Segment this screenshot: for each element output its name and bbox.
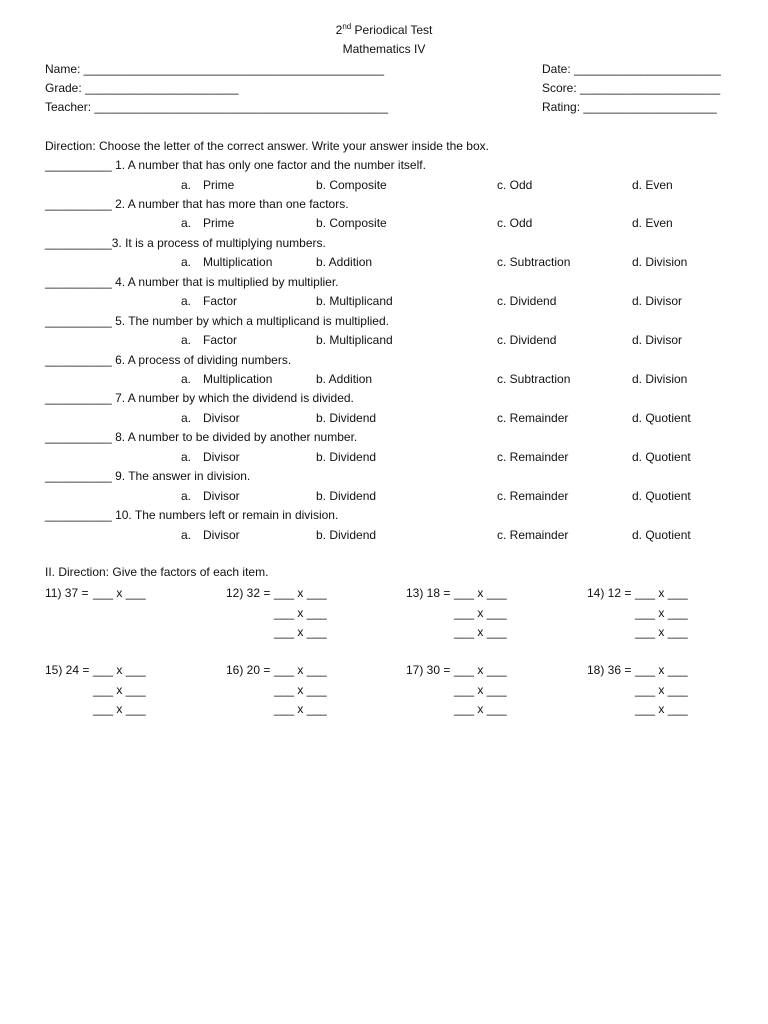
option-c: c. Subtraction [497, 372, 571, 386]
factor-item-label: 15) 24 = [45, 663, 90, 677]
factor-answer-line[interactable]: ___ x ___ [454, 586, 507, 600]
option-b: b. Addition [316, 372, 373, 386]
factor-answer-line[interactable]: ___ x ___ [274, 682, 327, 697]
score-field[interactable]: Score: _____________________ [542, 81, 721, 95]
factor-answer-line[interactable]: ___ x ___ [93, 682, 146, 697]
factor-item-label: 16) 20 = [226, 663, 271, 677]
factor-answer-line[interactable]: ___ x ___ [274, 605, 327, 620]
option-a: Prime [203, 177, 235, 192]
option-d: d. Quotient [632, 488, 691, 503]
option-a: Prime [203, 216, 235, 231]
option-d: d. Quotient [632, 527, 691, 542]
factor-answer-line[interactable]: ___ x ___ [454, 605, 507, 620]
option-a: Divisor [203, 488, 240, 503]
factor-item-label: 11) 37 = [45, 586, 89, 600]
date-field[interactable]: Date: ______________________ [542, 62, 721, 76]
option-b: b. Dividend [316, 449, 377, 464]
option-b: b. Composite [316, 216, 387, 231]
option-d: d. Even [632, 177, 673, 192]
option-a-letter: a. [181, 216, 192, 231]
option-d: d. Quotient [632, 449, 691, 464]
option-a-letter: a. [181, 410, 192, 425]
option-a: Divisor [203, 527, 240, 542]
factor-answer-line[interactable]: ___ x ___ [93, 663, 146, 677]
question-prompt[interactable]: __________ 7. A number by which the dividend is divided. [45, 391, 354, 406]
question-prompt[interactable]: __________ 1. A number that has only one factor and the number itself. [45, 158, 426, 172]
option-a-letter: a. [181, 527, 192, 542]
option-a: Divisor [203, 449, 240, 464]
option-b: b. Dividend [316, 527, 377, 542]
question-prompt[interactable]: __________ 8. A number to be divided by another number. [45, 430, 358, 445]
subject-title: Mathematics IV [342, 42, 426, 56]
factor-answer-line[interactable]: ___ x ___ [454, 702, 507, 716]
question-prompt[interactable]: __________ 5. The number by which a multiplicand is multiplied. [45, 313, 389, 328]
option-a: Factor [203, 333, 238, 348]
option-b: b. Multiplicand [316, 333, 393, 348]
option-c: c. Dividend [497, 333, 557, 348]
option-c: c. Dividend [497, 294, 557, 309]
question-prompt[interactable]: __________3. It is a process of multiplying numbers. [45, 235, 326, 250]
option-a-letter: a. [181, 449, 192, 464]
factor-answer-line[interactable]: ___ x ___ [274, 702, 327, 716]
option-a: Multiplication [203, 372, 273, 386]
option-d: d. Even [632, 216, 673, 231]
factor-item-label: 12) 32 = [226, 586, 271, 600]
option-b: b. Dividend [316, 488, 377, 503]
option-d: d. Divisor [632, 333, 683, 348]
factor-answer-line[interactable]: ___ x ___ [274, 586, 327, 600]
option-a: Factor [203, 294, 238, 309]
option-d: d. Quotient [632, 410, 691, 425]
option-b: b. Composite [316, 177, 387, 192]
factor-answer-line[interactable]: ___ x ___ [93, 702, 146, 716]
teacher-field[interactable]: Teacher: ____________________________________________ [45, 100, 389, 114]
name-field[interactable]: Name: _____________________________________________ [45, 62, 384, 76]
factor-answer-line[interactable]: ___ x ___ [454, 682, 507, 697]
option-c: c. Remainder [497, 527, 569, 542]
factor-answer-line[interactable]: ___ x ___ [274, 663, 327, 677]
factor-item-label: 18) 36 = [587, 663, 632, 677]
factor-item-label: 13) 18 = [406, 586, 451, 600]
option-a-letter: a. [181, 255, 192, 270]
option-d: d. Division [632, 372, 688, 386]
factor-answer-line[interactable]: ___ x ___ [454, 663, 507, 677]
option-a-letter: a. [181, 177, 192, 192]
title-rest: Periodical Test [351, 23, 433, 37]
option-a-letter: a. [181, 372, 192, 386]
factor-answer-line[interactable]: ___ x ___ [635, 663, 688, 677]
option-a-letter: a. [181, 294, 192, 309]
part1-direction: Direction: Choose the letter of the correct answer. Write your answer inside the box. [45, 139, 489, 153]
title-ordinal-suffix: nd [342, 22, 352, 31]
part2-direction: II. Direction: Give the factors of each item. [45, 565, 269, 579]
option-a-letter: a. [181, 488, 192, 503]
grade-field[interactable]: Grade: _______________________ [45, 81, 239, 95]
option-d: d. Divisor [632, 294, 683, 309]
option-c: c. Subtraction [497, 255, 571, 270]
title-ordinal-number: 2 [335, 23, 343, 37]
rating-field[interactable]: Rating: ____________________ [542, 100, 717, 114]
test-title [0, 24, 768, 36]
option-c: c. Odd [497, 216, 533, 231]
option-c: c. Remainder [497, 449, 569, 464]
factor-answer-line[interactable]: ___ x ___ [93, 586, 146, 600]
question-prompt[interactable]: __________ 4. A number that is multiplied by multiplier. [45, 274, 339, 289]
factor-answer-line[interactable]: ___ x ___ [454, 625, 507, 639]
option-c: c. Remainder [497, 410, 569, 425]
option-c: c. Odd [497, 177, 533, 192]
option-b: b. Dividend [316, 410, 377, 425]
factor-answer-line[interactable]: ___ x ___ [274, 625, 327, 639]
question-prompt[interactable]: __________ 6. A process of dividing numbers. [45, 352, 292, 367]
option-a: Multiplication [203, 255, 273, 270]
factor-answer-line[interactable]: ___ x ___ [635, 605, 688, 620]
option-b: b. Multiplicand [316, 294, 393, 309]
option-a-letter: a. [181, 333, 192, 348]
question-prompt[interactable]: __________ 2. A number that has more than one factors. [45, 196, 349, 211]
factor-item-label: 17) 30 = [406, 663, 451, 677]
factor-answer-line[interactable]: ___ x ___ [635, 586, 688, 600]
option-b: b. Addition [316, 255, 373, 270]
option-a: Divisor [203, 410, 240, 425]
factor-item-label: 14) 12 = [587, 586, 632, 600]
question-prompt[interactable]: __________ 9. The answer in division. [45, 469, 251, 484]
option-c: c. Remainder [497, 488, 569, 503]
question-prompt[interactable]: __________ 10. The numbers left or remain in division. [45, 508, 339, 523]
factor-answer-line[interactable]: ___ x ___ [635, 702, 688, 716]
option-d: d. Division [632, 255, 688, 270]
factor-answer-line[interactable]: ___ x ___ [635, 625, 688, 639]
factor-answer-line[interactable]: ___ x ___ [635, 682, 688, 697]
